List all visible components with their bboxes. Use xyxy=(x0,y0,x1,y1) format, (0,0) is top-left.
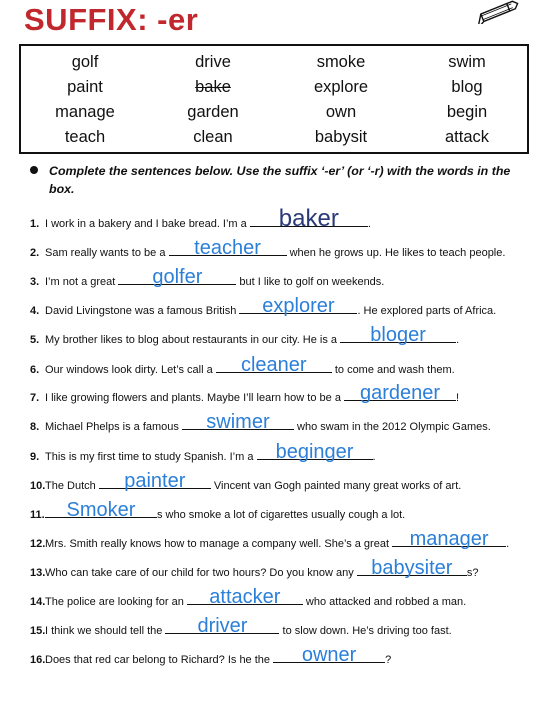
sentence-number: 16. xyxy=(30,654,46,666)
handwritten-answer: explorer xyxy=(262,295,335,317)
word-box-item: blog xyxy=(451,78,483,96)
sentence-text-before: I work in a bakery and I bake bread. I’m a xyxy=(45,218,250,230)
sentence-text-before: I’m not a great xyxy=(45,276,119,288)
sentence-text-before: I like growing flowers and plants. Maybe I’ll learn how to be a xyxy=(45,392,344,404)
answer-blank[interactable] xyxy=(257,441,373,463)
bullet-icon xyxy=(30,166,38,174)
sentence-text-after: ! xyxy=(456,392,460,404)
sentence-number: 3. xyxy=(30,276,40,288)
answer-blank[interactable] xyxy=(118,266,236,288)
sentence-number: 13. xyxy=(30,567,46,579)
sentence-15 xyxy=(30,615,452,640)
handwritten-answer: beginger xyxy=(275,441,354,463)
word-box xyxy=(19,44,529,154)
sentence-text-after: . xyxy=(456,334,460,346)
sentence-4 xyxy=(30,295,497,320)
sentence-text-after: who attacked and robbed a man. xyxy=(302,596,467,608)
sentence-text-after: when he grows up. He likes to teach people. xyxy=(286,247,506,259)
sentence-text-after: s who smoke a lot of cigarettes usually cough a lot. xyxy=(157,509,406,521)
sentence-number: 10. xyxy=(30,480,46,492)
sentence-text-before: The police are looking for an xyxy=(45,596,187,608)
sentence-number: 5. xyxy=(30,334,40,346)
sentence-number: 15. xyxy=(30,625,46,637)
answer-blank[interactable] xyxy=(182,411,294,433)
sentence-text-after: . xyxy=(367,218,371,230)
sentence-text-before: I think we should tell the xyxy=(45,625,166,637)
worksheet-title: SUFFIX: -er xyxy=(24,2,199,37)
answer-blank[interactable] xyxy=(357,557,467,579)
sentence-text-before: Does that red car belong to Richard? Is he the xyxy=(45,654,274,666)
sentence-number: 9. xyxy=(30,451,40,463)
sentence-text-before: David Livingstone was a famous British xyxy=(45,305,240,317)
word-box-item: clean xyxy=(193,128,233,146)
word-box-item: swim xyxy=(448,53,486,71)
sentence-text-after: s? xyxy=(466,567,479,579)
handwritten-answer: driver xyxy=(197,615,248,637)
answer-blank[interactable] xyxy=(187,586,303,608)
sentence-text-before: This is my first time to study Spanish. I’m a xyxy=(45,451,257,463)
handwritten-answer: painter xyxy=(124,470,186,492)
sentence-12 xyxy=(30,528,510,553)
sentence-14 xyxy=(30,586,467,611)
sentence-number: 12. xyxy=(30,538,46,550)
handwritten-answer: bloger xyxy=(370,324,426,346)
handwritten-answer: cleaner xyxy=(240,354,307,376)
handwritten-answer: manager xyxy=(409,528,489,550)
sentence-text-after: but I like to golf on weekends. xyxy=(236,276,385,288)
sentence-8 xyxy=(30,411,491,436)
word-box-item: drive xyxy=(195,53,231,71)
sentence-text-before: Sam really wants to be a xyxy=(45,247,169,259)
sentence-text-before: Mrs. Smith really knows how to manage a company well. She’s a great xyxy=(45,538,393,550)
sentence-5 xyxy=(30,324,460,349)
sentence-text-before: Who can take care of our child for two hours? Do you know any xyxy=(45,567,357,579)
handwritten-answer: Smoker xyxy=(66,499,136,521)
sentence-10 xyxy=(30,470,462,495)
word-box-item: garden xyxy=(187,103,239,121)
instructions-text: Complete the sentences below. Use the suffix ‘-er’ (or ‘-r) with the words in the box. xyxy=(49,164,511,196)
word-box-item: manage xyxy=(55,103,115,121)
handwritten-answer: teacher xyxy=(194,237,261,259)
sentence-3 xyxy=(30,266,385,291)
sentence-number: 1. xyxy=(30,218,40,230)
sentence-number: 2. xyxy=(30,247,40,259)
word-box-item: babysit xyxy=(314,128,368,146)
sentence-1 xyxy=(30,205,371,233)
answer-blank[interactable] xyxy=(165,615,279,637)
sentence-text-after: who swam in the 2012 Olympic Games. xyxy=(293,421,491,433)
answer-blank[interactable] xyxy=(99,470,211,492)
sentence-16 xyxy=(30,644,392,669)
answer-blank[interactable] xyxy=(273,644,385,666)
sentence-text-before: The Dutch xyxy=(45,480,99,492)
sentence-number: 7. xyxy=(30,392,40,404)
sentence-text-after: ? xyxy=(385,654,392,666)
sentence-6 xyxy=(30,354,455,379)
word-box-item: begin xyxy=(446,103,488,121)
answer-blank[interactable] xyxy=(392,528,506,550)
sentence-number: 14. xyxy=(30,596,46,608)
answer-blank[interactable] xyxy=(169,237,287,259)
sentence-11 xyxy=(30,499,406,524)
sentence-text-after: to come and wash them. xyxy=(331,364,455,376)
word-box-item: explore xyxy=(313,78,369,96)
sentence-number: 11. xyxy=(30,509,45,521)
pencil-icon xyxy=(470,0,524,24)
instructions xyxy=(30,162,530,198)
answer-blank[interactable] xyxy=(340,324,456,346)
sentence-text-before: Michael Phelps is a famous xyxy=(45,421,182,433)
answer-blank[interactable] xyxy=(216,354,332,376)
answer-blank[interactable] xyxy=(239,295,357,317)
word-box-item: teach xyxy=(64,128,106,146)
word-grid xyxy=(21,50,527,150)
handwritten-answer: swimer xyxy=(206,411,270,433)
sentence-number: 8. xyxy=(30,421,40,433)
sentence-number: 6. xyxy=(30,364,40,376)
sentence-9 xyxy=(30,441,376,466)
word-box-item: bake xyxy=(195,78,231,96)
sentence-2 xyxy=(30,237,506,262)
word-box-item: golf xyxy=(71,53,99,71)
sentence-text-after: . xyxy=(372,451,376,463)
handwritten-answer: babysiter xyxy=(371,557,453,579)
sentence-7 xyxy=(30,382,460,407)
answer-blank[interactable] xyxy=(45,499,157,521)
word-box-item: paint xyxy=(67,78,103,96)
sentence-text-before: Our windows look dirty. Let’s call a xyxy=(45,364,216,376)
sentence-text-before: My brother likes to blog about restaurants in our city. He is a xyxy=(45,334,341,346)
sentence-text-after: to slow down. He’s driving too fast. xyxy=(279,625,452,637)
handwritten-answer: golfer xyxy=(152,266,203,288)
word-box-item: own xyxy=(325,103,357,121)
handwritten-answer: gardener xyxy=(359,382,441,404)
sentence-number: 4. xyxy=(30,305,40,317)
sentence-text-after: Vincent van Gogh painted many great works of art. xyxy=(210,480,462,492)
handwritten-answer: attacker xyxy=(209,586,281,608)
answer-blank[interactable] xyxy=(250,205,368,232)
handwritten-answer: owner xyxy=(301,644,357,666)
answer-blank[interactable] xyxy=(344,382,456,404)
word-box-item: attack xyxy=(444,128,490,146)
word-box-item: smoke xyxy=(316,53,366,71)
sentence-text-after: . He explored parts of Africa. xyxy=(357,305,497,317)
sentence-text-after: . xyxy=(506,538,510,550)
sentence-13 xyxy=(30,557,479,582)
handwritten-answer: baker xyxy=(278,205,339,232)
